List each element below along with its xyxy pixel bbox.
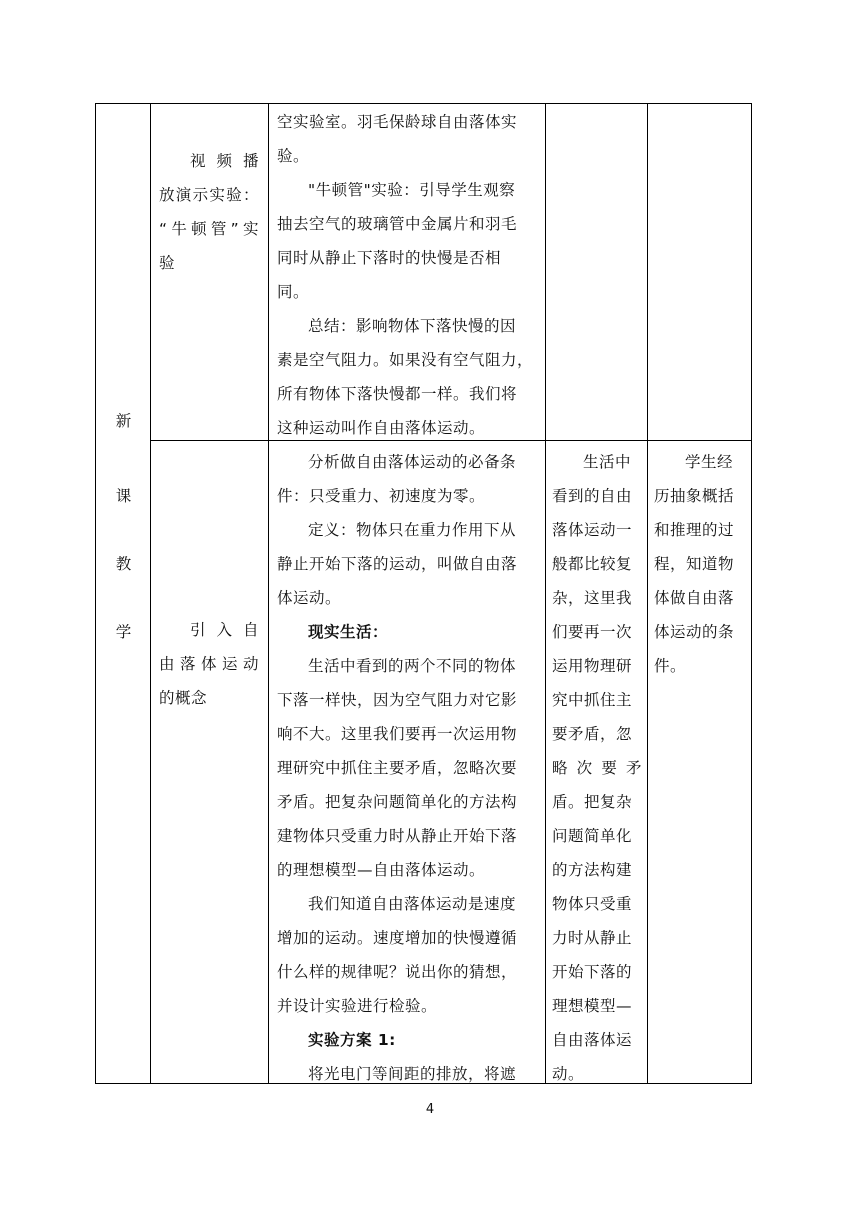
text-line: 究中抓住主: [552, 691, 633, 709]
column-divider: [268, 104, 269, 1083]
text-line: 开始下落的: [552, 963, 633, 981]
text-line: 盾。把复杂: [552, 793, 633, 811]
text-line: 体运动的条: [654, 623, 735, 641]
text-line: 什么样的规律呢？说出你的猜想，: [277, 963, 518, 981]
column-divider: [647, 104, 648, 1083]
text-line: 要矛盾，忽: [552, 725, 633, 743]
text-line: “牛顿管”实: [159, 220, 259, 238]
section-label-char: 课: [115, 487, 132, 505]
text-line: 的理想模型—自由落体运动。: [277, 861, 486, 879]
text-line: 杂，这里我: [552, 589, 633, 607]
row2-intent: [654, 445, 746, 683]
text-line: 空实验室。羽毛保龄球自由落体实: [277, 113, 518, 131]
text-line: 素是空气阻力。如果没有空气阻力，: [277, 351, 534, 369]
text-line: 同时从静止下落时的快慢是否相: [277, 249, 502, 267]
text-line: 生活中看到的两个不同的物体: [308, 657, 517, 675]
page-number: 4: [425, 1102, 435, 1117]
text-line: 学生经: [685, 453, 734, 471]
text-line: 历抽象概括: [654, 487, 735, 505]
row2-activity: [159, 613, 259, 715]
column-divider: [150, 104, 151, 1083]
text-line: 动。: [552, 1065, 585, 1083]
text-line: 验: [159, 254, 176, 272]
row1-activity: [159, 144, 259, 280]
text-line: 看到的自由: [552, 487, 633, 505]
lesson-table: [95, 103, 752, 1084]
section-label-char: 教: [115, 555, 132, 573]
text-line: 理研究中抓住主要矛盾，忽略次要: [277, 759, 518, 777]
text-line: 这种运动叫作自由落体运动。: [277, 419, 486, 437]
text-line: 理想模型—: [552, 997, 633, 1015]
row2-student: [552, 445, 642, 1091]
text-line: 建物体只受重力时从静止开始下落: [277, 827, 518, 845]
text-line: 件：只受重力、初速度为零。: [277, 487, 486, 505]
text-line: 并设计实验进行检验。: [277, 997, 438, 1015]
text-line: 同。: [277, 283, 310, 301]
text-line: 问题简单化: [552, 827, 633, 845]
section-label-char: 新: [115, 412, 132, 430]
text-line: 总结：影响物体下落快慢的因: [308, 317, 517, 335]
text-line: 由落体运动: [159, 655, 259, 673]
text-line: 实验方案 1:: [308, 1031, 396, 1049]
text-line: 将光电门等间距的排放，将遮: [308, 1065, 517, 1083]
text-line: 我们知道自由落体运动是速度: [308, 895, 517, 913]
text-line: 下落一样快，因为空气阻力对它影: [277, 691, 518, 709]
text-line: 运用物理研: [552, 657, 633, 675]
text-line: 略次要矛: [552, 759, 642, 777]
text-line: 件。: [654, 657, 687, 675]
text-line: 分析做自由落体运动的必备条: [308, 453, 517, 471]
text-line: 抽去空气的玻璃管中金属片和羽毛: [277, 215, 518, 233]
text-line: 静止开始下落的运动，叫做自由落: [277, 555, 518, 573]
text-line: 和推理的过: [654, 521, 735, 539]
row2-content: [277, 445, 539, 1091]
text-line: 验。: [277, 147, 310, 165]
text-line: 引入自: [190, 621, 259, 639]
text-line: 体做自由落: [654, 589, 735, 607]
text-line: 定义：物体只在重力作用下从: [308, 521, 517, 539]
text-line: 生活中: [583, 453, 632, 471]
text-line: 落体运动一: [552, 521, 633, 539]
text-line: 物体只受重: [552, 895, 633, 913]
text-line: 现实生活：: [308, 623, 389, 641]
text-line: 增加的运动。速度增加的快慢遵循: [277, 929, 518, 947]
text-line: 程，知道物: [654, 555, 735, 573]
text-line: 所有物体下落快慢都一样。我们将: [277, 385, 518, 403]
text-line: 矛盾。把复杂问题简单化的方法构: [277, 793, 518, 811]
text-line: 般都比较复: [552, 555, 633, 573]
text-line: 的方法构建: [552, 861, 633, 879]
section-label-char: 学: [115, 623, 132, 641]
text-line: "牛顿管"实验：引导学生观察: [308, 181, 516, 199]
text-line: 放演示实验：: [159, 186, 259, 204]
text-line: 的概念: [159, 689, 208, 707]
text-line: 视频播: [190, 152, 259, 170]
column-divider: [545, 104, 546, 1083]
row1-content: [277, 105, 539, 445]
text-line: 力时从静止: [552, 929, 633, 947]
text-line: 体运动。: [277, 589, 342, 607]
text-line: 们要再一次: [552, 623, 633, 641]
text-line: 响不大。这里我们要再一次运用物: [277, 725, 518, 743]
text-line: 自由落体运: [552, 1031, 633, 1049]
